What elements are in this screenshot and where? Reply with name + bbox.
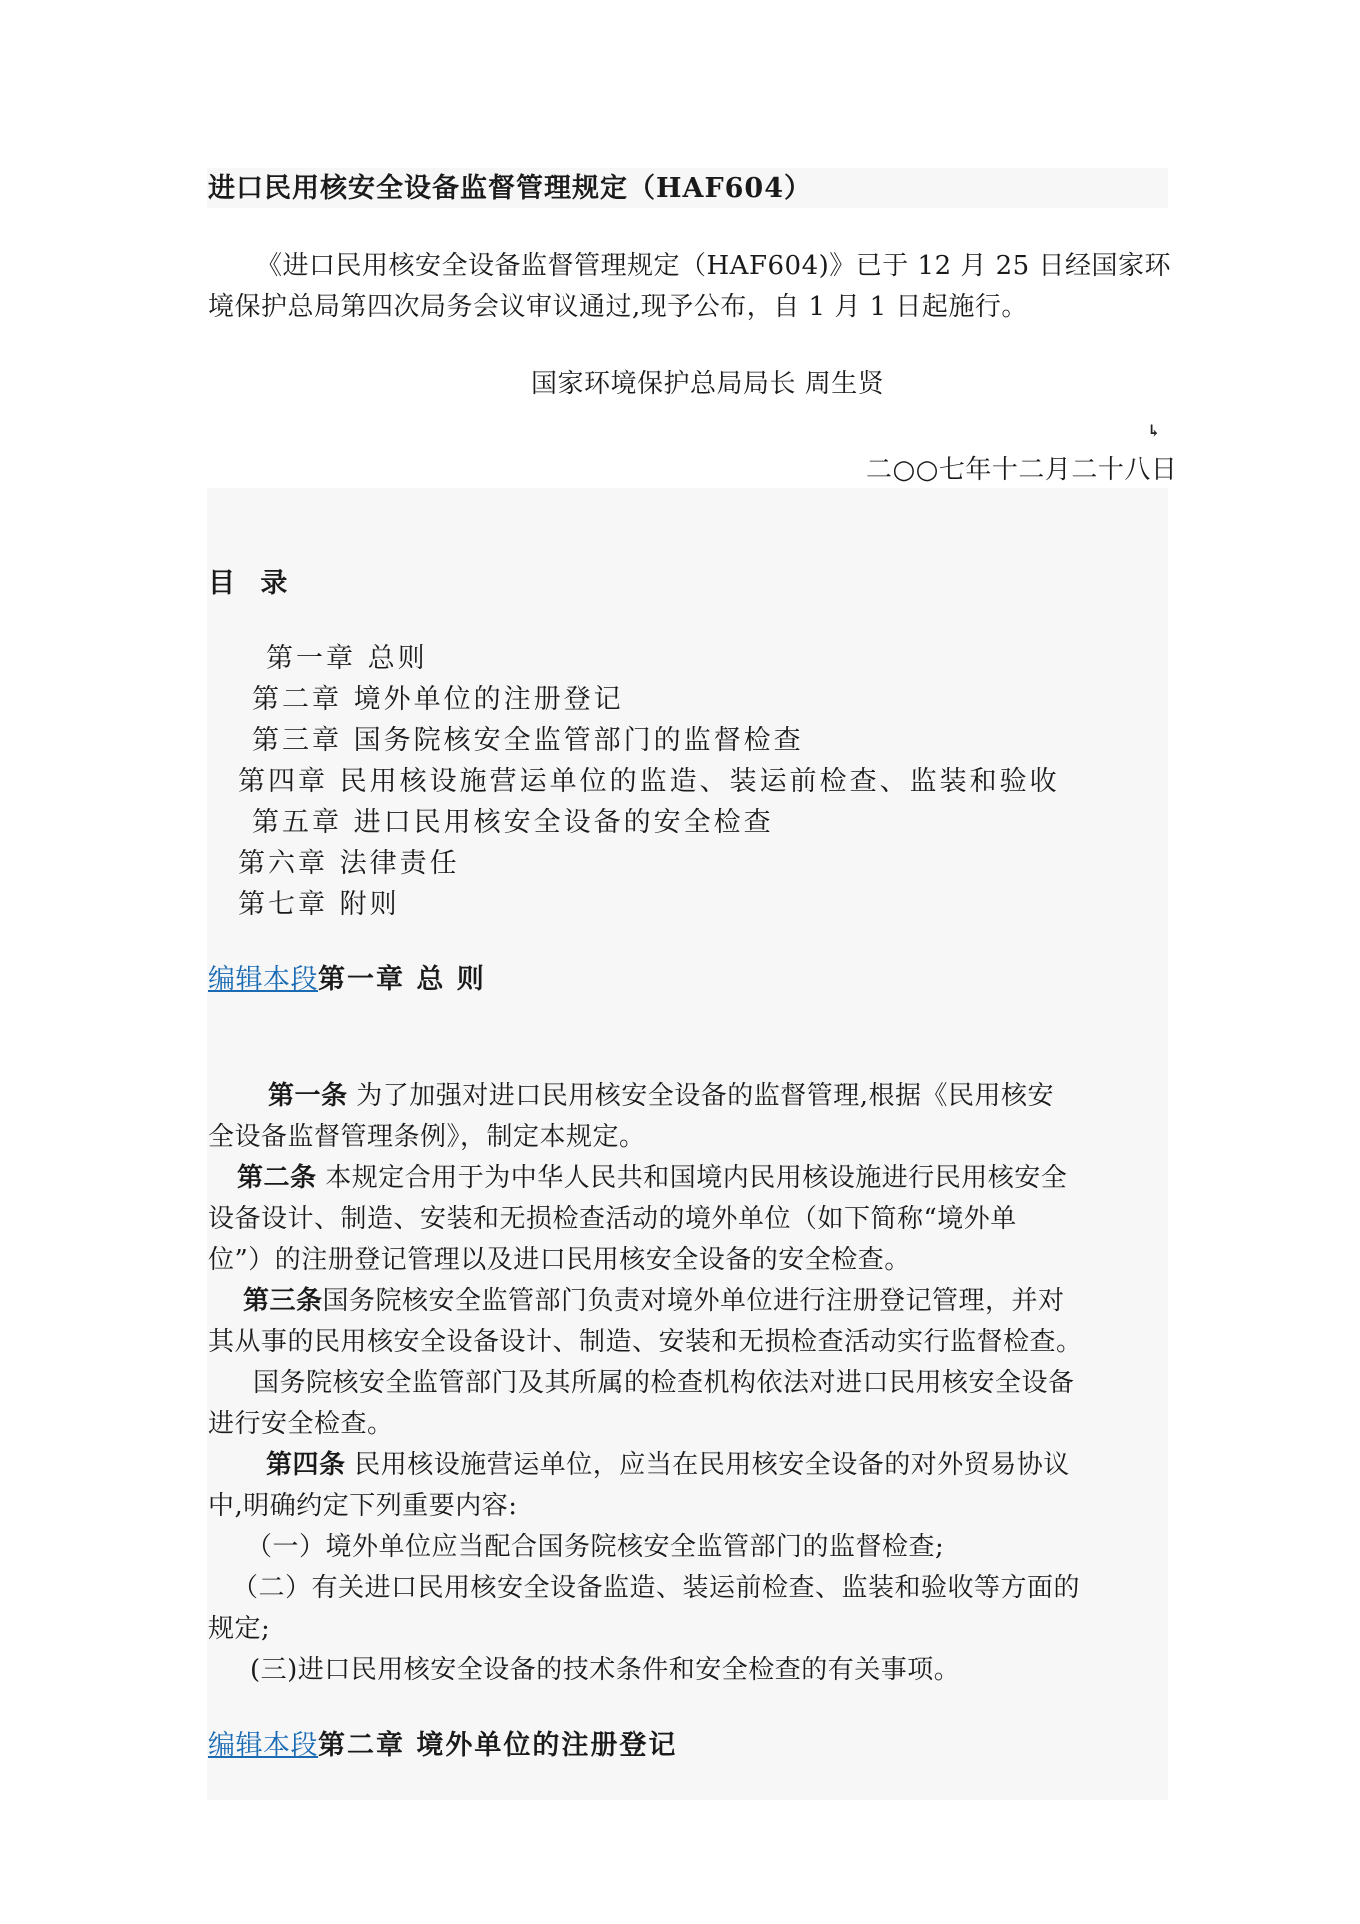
edit-section-link-2[interactable]: 编辑本段: [208, 1730, 318, 1761]
paragraph-mark-icon: ↳: [1147, 421, 1161, 440]
intro-line-1: 《进口民用核安全设备监督管理规定（HAF604)》已于 12 月 25 日经国家环: [256, 251, 1171, 281]
article-2-line-3: 位”）的注册登记管理以及进口民用核安全设备的安全检查。: [208, 1245, 911, 1275]
article-1-label: 第一条: [268, 1081, 348, 1111]
toc-item-3[interactable]: 第三章 国务院核安全监管部门的监督检查: [252, 725, 804, 756]
article-3-line-2: 其从事的民用核安全设备设计、制造、安装和无损检查活动实行监督检查。: [208, 1327, 1083, 1357]
article-3-text-1: 国务院核安全监管部门负责对境外单位进行注册登记管理，并对: [322, 1286, 1065, 1316]
signature-line: 国家环境保护总局局长 周生贤: [531, 369, 885, 399]
toc-item-2[interactable]: 第二章 境外单位的注册登记: [252, 684, 624, 715]
article-4-line-2: 中,明确约定下列重要内容:: [208, 1491, 518, 1521]
toc-item-4[interactable]: 第四章 民用核设施营运单位的监造、装运前检查、监装和验收: [238, 766, 1060, 797]
article-4-label: 第四条: [266, 1450, 346, 1480]
chapter-1-heading: [208, 963, 486, 997]
chapter-1-title: 第一章 总 则: [318, 964, 486, 995]
chapter-2-title: 第二章 境外单位的注册登记: [318, 1730, 678, 1761]
article-4-item-3: (三)进口民用核安全设备的技术条件和安全检查的有关事项。: [250, 1655, 961, 1685]
intro-line-2: 境保护总局第四次局务会议审议通过,现予公布，自 1 月 1 日起施行。: [208, 292, 1028, 322]
date-line: 二○○七年十二月二十八日: [866, 455, 1178, 485]
article-4-text-1: 民用核设施营运单位，应当在民用核安全设备的对外贸易协议: [345, 1450, 1070, 1480]
article-4-item-2-line-2: 规定;: [208, 1614, 271, 1644]
edit-section-link-1[interactable]: 编辑本段: [208, 964, 318, 995]
chapter-2-heading: [208, 1729, 677, 1763]
document-title: 进口民用核安全设备监督管理规定（HAF604）: [208, 173, 812, 204]
toc-item-5[interactable]: 第五章 进口民用核安全设备的安全检查: [252, 807, 774, 838]
toc-item-1[interactable]: 第一章 总则: [266, 643, 428, 674]
article-1-text-1: 为了加强对进口民用核安全设备的监督管理,根据《民用核安: [347, 1081, 1055, 1111]
article-3-line-3: 国务院核安全监管部门及其所属的检查机构依法对进口民用核安全设备: [253, 1368, 1075, 1398]
article-4-line-1: [266, 1448, 1070, 1482]
article-4-item-2-line-1: （二）有关进口民用核安全设备监造、装运前检查、监装和验收等方面的: [232, 1573, 1081, 1603]
article-3-label: 第三条: [243, 1286, 323, 1316]
article-2-line-2: 设备设计、制造、安装和无损检查活动的境外单位（如下简称“境外单: [208, 1204, 1017, 1234]
article-1-line-1: [268, 1079, 1054, 1113]
article-3-line-4: 进行安全检查。: [208, 1409, 394, 1439]
article-4-item-1: （一）境外单位应当配合国务院核安全监管部门的监督检查;: [246, 1532, 945, 1562]
article-1-line-2: 全设备监督管理条例》，制定本规定。: [208, 1122, 646, 1152]
article-2-label: 第二条: [237, 1163, 317, 1193]
toc-item-7[interactable]: 第七章 附则: [238, 889, 400, 920]
toc-heading: 目 录: [208, 568, 296, 599]
toc-item-6[interactable]: 第六章 法律责任: [238, 848, 460, 879]
article-3-line-1: [243, 1284, 1065, 1318]
article-2-text-1: 本规定合用于为中华人民共和国境内民用核设施进行民用核安全: [316, 1163, 1068, 1193]
article-2-line-1: [237, 1161, 1067, 1195]
